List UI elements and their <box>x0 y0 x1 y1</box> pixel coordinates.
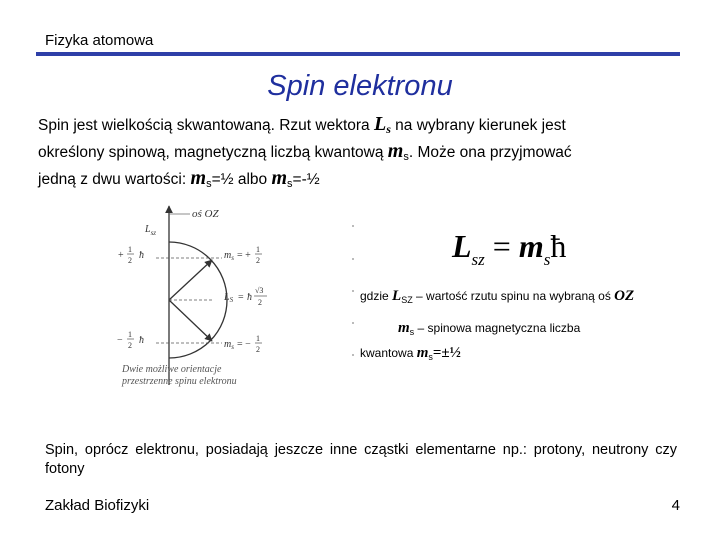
spin-projection-equation <box>452 228 566 270</box>
intro-line-3 <box>38 165 688 198</box>
label-ms-minus-half <box>224 334 262 354</box>
closing-paragraph: Spin, oprócz elektronu, posiadają jeszcze inne cząstki elementarne np.: protony, neutrony czy fotony <box>45 442 677 477</box>
figure-caption-line-2: przestrzenne spinu elektronu <box>122 376 237 387</box>
eq-L: L <box>452 228 472 264</box>
eq-equals: = <box>484 228 519 264</box>
svg-text:+: + <box>118 250 124 261</box>
svg-text:2: 2 <box>256 345 260 354</box>
svg-text:2: 2 <box>258 298 262 307</box>
note-ms-symbol: m <box>398 320 410 336</box>
svg-text:1: 1 <box>256 245 260 254</box>
note-lsz-prefix: gdzie <box>360 289 393 303</box>
svg-text:1: 1 <box>128 245 132 254</box>
spin-circle-arc <box>169 242 227 358</box>
symbol-m-sub: s <box>403 151 409 163</box>
svg-text:=: = <box>238 292 244 303</box>
spin-vector-down <box>169 300 212 341</box>
note-ms-values-sub: s <box>428 352 433 362</box>
symbol-m-3: m <box>271 167 288 189</box>
label-minus-half-hbar <box>117 330 144 350</box>
note-ms-values-symbol: m <box>416 345 429 361</box>
svg-text:1: 1 <box>256 334 260 343</box>
svg-text:ħ: ħ <box>139 250 144 261</box>
note-ms-values-value: =±½ <box>432 345 461 361</box>
eq-m: m <box>518 228 544 264</box>
slide-title: Spin elektronu <box>267 70 453 102</box>
svg-text:= +: = + <box>237 250 251 261</box>
intro-text-4: . Może ona przyjmować <box>408 144 572 161</box>
spin-vector-up <box>169 260 212 300</box>
figure-caption-line-1: Dwie możliwe orientacje <box>122 364 222 375</box>
label-ls-magnitude <box>223 286 267 307</box>
svg-text:ħ: ħ <box>247 292 252 303</box>
footer-department: Zakład Biofizyki <box>45 497 150 514</box>
intro-text-1: Spin jest wielkością skwantowaną. Rzut wektora <box>38 117 374 134</box>
note-ms-values <box>360 345 461 362</box>
note-lsz-sub: SZ <box>401 295 413 305</box>
intro-text-2: na wybrany kierunek jest <box>390 117 566 134</box>
symbol-m-sub-3: s <box>287 178 293 190</box>
symbol-L: L <box>373 113 387 135</box>
svg-text:√3: √3 <box>255 286 264 295</box>
spin-orientation-figure <box>112 200 352 400</box>
svg-text:2: 2 <box>256 256 260 265</box>
symbol-m: m <box>387 140 404 162</box>
svg-text:ms: $m_s$ <box>224 250 234 262</box>
note-lsz-symbol: L <box>392 288 402 304</box>
intro-text-7: =-½ <box>292 171 320 188</box>
svg-text:ħ: ħ <box>139 335 144 346</box>
eq-hbar: ħ <box>550 228 567 264</box>
note-lsz <box>360 288 634 305</box>
svg-text:= −: = − <box>237 339 251 350</box>
eq-m-sub: s <box>543 250 551 269</box>
intro-text-5: jedną z dwu wartości: <box>38 171 191 188</box>
note-ms-text: – spinowa magnetyczna liczba <box>414 321 581 335</box>
note-ms-values-text: kwantowa <box>360 346 417 360</box>
svg-text:2: 2 <box>128 256 132 265</box>
lsz-axis-label: $L_{sz}$ <box>145 224 157 237</box>
svg-text:LS: $L_S$ <box>224 292 234 304</box>
note-lsz-text: – wartość rzutu spinu na wybraną oś <box>412 289 615 303</box>
svg-text:ms: $m_s$ <box>224 339 234 351</box>
note-lsz-axis: OZ <box>614 288 635 304</box>
svg-text:2: 2 <box>128 341 132 350</box>
label-plus-half-hbar <box>118 245 144 265</box>
svg-text:−: − <box>117 335 123 346</box>
symbol-m-sub-2: s <box>206 178 212 190</box>
svg-text:1: 1 <box>128 330 132 339</box>
symbol-L-sub: s <box>386 122 391 136</box>
note-ms <box>398 320 580 337</box>
intro-text-6: =½ albo <box>211 171 272 188</box>
label-ms-plus-half <box>224 245 262 265</box>
oz-axis-label: oś OZ <box>192 208 219 220</box>
note-ms-sub: s <box>409 327 415 337</box>
header-rule <box>36 52 680 56</box>
header-section-title: Fizyka atomowa <box>45 32 154 49</box>
eq-L-sub: sz <box>471 250 485 269</box>
footer-page-number: 4 <box>671 497 680 514</box>
intro-text-3: określony spinową, magnetyczną liczbą kwantową <box>38 144 388 161</box>
symbol-m-2: m <box>190 167 207 189</box>
